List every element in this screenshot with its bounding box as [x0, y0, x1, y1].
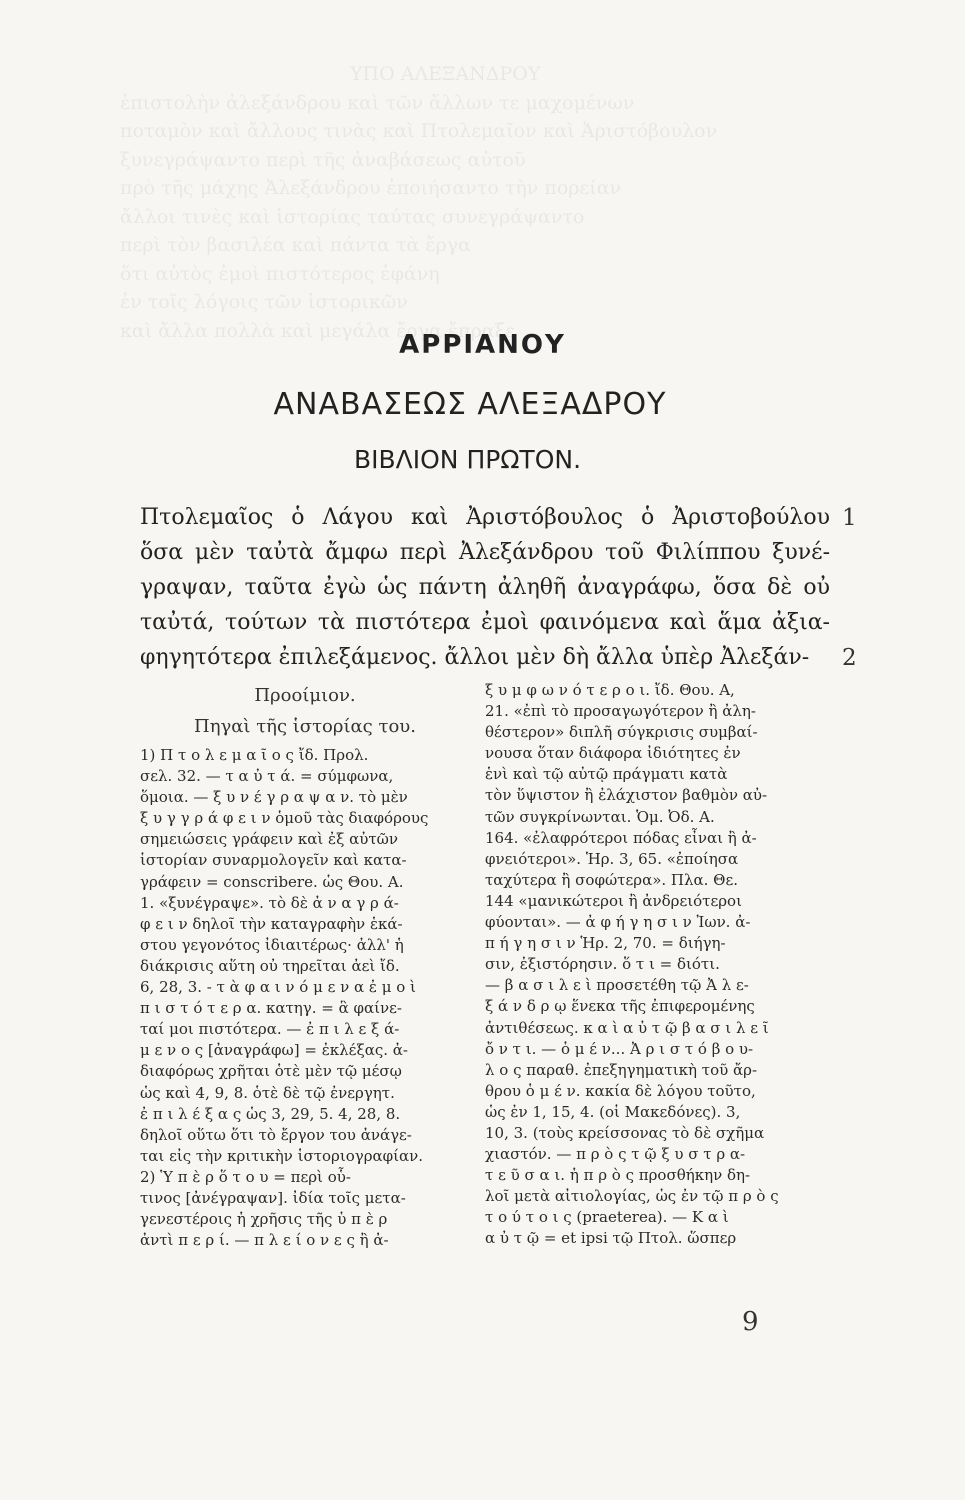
note-line: τὸν ὕψιστον ἢ ἐλάχιστον βαθμὸν αὐ-: [485, 786, 768, 805]
note-line: 10, 3. (τοὺς κρείσσονας τὸ δὲ σχῆμα: [485, 1123, 765, 1142]
note-line: — β α σ ι λ ε ὶ προσετέθη τῷ Ἀ λ ε-: [485, 976, 749, 995]
main-text-line: φηγητότερα ἐπιλεξάμενος. ἄλλοι μὲν δὴ ἄλλα ὑπὲρ Ἀλεξάν-: [140, 645, 810, 670]
section-number: 1: [842, 505, 857, 531]
note-line: π ι σ τ ό τ ε ρ α. κατηγ. = ἃ φαίνε-: [140, 999, 403, 1018]
note-line: 144 «μανικώτεροι ἢ ἀνδρειότεροι: [485, 891, 742, 910]
note-line: ἀντιθέσεως. κ α ὶ α ὐ τ ῷ β α σ ι λ ε ῖ: [485, 1018, 769, 1037]
note-line: 21. «ἐπὶ τὸ προσαγωγότερον ἢ ἀλη-: [485, 702, 756, 721]
note-line: στου γεγονότος ἰδιαιτέρως· ἀλλ' ἡ: [140, 935, 404, 954]
note-line: διαφόρως χρῆται ὁτὲ μὲν τῷ μέσῳ: [140, 1062, 402, 1081]
author-heading: ΑΡΡΙΑΝΟΥ: [399, 330, 566, 360]
note-line: θέστερον» διπλῆ σύγκρισις συμβαί-: [485, 723, 758, 742]
note-line: τ ο ύ τ ο ι ς (praeterea). — Κ α ὶ: [485, 1208, 729, 1227]
note-line: 6, 28, 3. - τ ὰ φ α ι ν ό μ ε ν α ἐ μ ο ὶ: [140, 978, 416, 997]
note-line: φνειότεροι». Ἡρ. 3, 65. «ἐποίησα: [485, 849, 739, 868]
note-line: 1) Π τ ο λ ε μ α ῖ ο ς ἴδ. Προλ.: [140, 746, 369, 764]
note-line: γενεστέροις ἡ χρῆσις τῆς ὑ π ὲ ρ: [140, 1210, 388, 1229]
note-line: φύονται». — ἀ φ ή γ η σ ι ν Ἰων. ἀ-: [485, 913, 751, 932]
commentary-heading: Προοίμιον.: [254, 685, 356, 706]
note-line: ἀντὶ π ε ρ ί. — π λ ε ί ο ν ε ς ἢ ἀ-: [140, 1231, 389, 1250]
work-title: ΑΝΑΒΑΣΕΩΣ ΑΛΕΞΑΔΡΟΥ: [273, 387, 667, 422]
main-text-line: Πτολεμαῖος ὁ Λάγου καὶ Ἀριστόβουλος ὁ Ἀριστοβούλου: [140, 505, 830, 530]
book-title: ΒΙΒΛΙΟΝ ΠΡΩΤΟΝ.: [353, 445, 582, 474]
note-line: ἐ π ι λ έ ξ α ς ὡς 3, 29, 5. 4, 28, 8.: [140, 1104, 401, 1123]
note-line: μ ε ν ο ς [ἀναγράφω] = ἐκλέξας. ἀ-: [140, 1041, 408, 1060]
note-line: νουσα ὅταν διάφορα ἰδιότητες ἐν: [485, 744, 741, 763]
note-line: ἱστορίαν συναρμολογεῖν καὶ κατα-: [140, 851, 407, 870]
note-line: τῶν συγκρίνωνται. Ὁμ. Ὀδ. Α.: [485, 807, 715, 826]
bleed-line: ἄλλοι τινὲς καὶ ἱστορίας ταύτας συνεγράψαντο: [120, 205, 585, 228]
note-line: ὡς ἐν 1, 15, 4. (οἱ Μακεδόνες). 3,: [485, 1102, 741, 1121]
note-line: διάκρισις αὕτη οὐ τηρεῖται ἀεὶ ἴδ.: [140, 956, 400, 975]
note-line: γράφειν = conscribere. ὡς Θου. Α.: [140, 872, 404, 891]
note-line: α ὐ τ ῷ = et ipsi τῷ Πτολ. ὥσπερ: [485, 1229, 737, 1248]
bleed-line: περὶ τὸν βασιλέα καὶ πάντα τὰ ἔργα: [120, 234, 471, 256]
note-line: σιν, ἐξιστόρησιν. ὅ τ ι = διότι.: [485, 955, 720, 974]
note-line: ξ υ μ φ ω ν ό τ ε ρ ο ι. ἴδ. Θου. Α,: [485, 681, 735, 699]
bleed-line: ξυνεγράψαντο περὶ τῆς ἀναβάσεως αὐτοῦ: [120, 148, 526, 171]
note-line: σελ. 32. — τ α ὐ τ ά. = σύμφωνα,: [140, 767, 394, 786]
main-text-line: ταὐτά, τούτων τὰ πιστότερα ἐμοὶ φαινόμενα καὶ ἅμα ἀξια-: [140, 610, 830, 635]
note-line: ὡς καὶ 4, 9, 8. ὁτὲ δὲ τῷ ἐνεργητ.: [140, 1083, 395, 1102]
bleed-line: ποταμὸν καὶ ἄλλους τινὰς καὶ Πτολεμαῖον καὶ Ἀριστόβουλον: [120, 120, 718, 142]
bleed-line: ἐπιστολὴν ἀλεξάνδρου καὶ τῶν ἄλλων τε μαχομένων: [120, 91, 635, 114]
note-line: σημειώσεις γράφειν καὶ ἐξ αὐτῶν: [140, 830, 399, 849]
note-line: ἑνὶ καὶ τῷ αὐτῷ πράγματι κατὰ: [485, 765, 728, 784]
bleed-line: πρὸ τῆς μάχης Ἀλεξάνδρου ἐποιήσαντο τὴν πορείαν: [120, 177, 622, 199]
note-line: ταχύτερα ἢ σοφώτερα». Πλα. Θε.: [485, 870, 739, 889]
note-line: 2) Ὑ π ὲ ρ ὅ τ ο υ = περὶ οὗ-: [140, 1167, 351, 1186]
main-text-line: γραψαν, ταῦτα ἐγὼ ὡς πάντη ἀληθῆ ἀναγράφω, ὅσα δὲ οὐ: [140, 575, 830, 600]
bleed-line: ὅτι αὐτὸς ἐμοὶ πιστότερος ἐφάνη: [120, 262, 440, 285]
section-number: 2: [842, 645, 857, 671]
note-line: λοῖ μετὰ αἰτιολογίας, ὡς ἐν τῷ π ρ ὸ ς: [485, 1187, 779, 1206]
commentary-subheading: Πηγαὶ τῆς ἱστορίας του.: [194, 716, 416, 737]
note-line: ταί μοι πιστότερα. — ἐ π ι λ ε ξ ά-: [140, 1020, 400, 1039]
note-line: τ ε ῦ σ α ι. ἡ π ρ ὸ ς προσθήκην δη-: [485, 1166, 751, 1185]
note-line: θρου ὁ μ έ ν. κακία δὲ λόγου τοῦτο,: [485, 1081, 756, 1100]
main-text-line: ὅσα μὲν ταὐτὰ ἄμφω περὶ Ἀλεξάνδρου τοῦ Φιλίππου ξυνέ-: [140, 540, 830, 565]
note-line: 1. «ξυνέγραψε». τὸ δὲ ἀ ν α γ ρ ά-: [140, 893, 399, 912]
note-line: ξ υ γ γ ρ ά φ ε ι ν ὁμοῦ τὰς διαφόρους: [140, 809, 429, 828]
bleed-line: ΥΠΟ ΑΛΕΞΑΝΔΡΟΥ: [350, 63, 541, 85]
page-number: 9: [742, 1307, 759, 1337]
main-text: [140, 500, 830, 675]
note-line: φ ε ι ν δηλοῖ τὴν καταγραφὴν ἑκά-: [140, 914, 403, 933]
note-line: ται εἰς τὴν κριτικὴν ἱστοριογραφίαν.: [140, 1146, 424, 1165]
note-line: 164. «ἐλαφρότεροι πόδας εἶναι ἢ ἀ-: [485, 828, 757, 847]
bleed-line: καὶ ἄλλα πολλὰ καὶ μεγάλα ἔργα ἔπραξε: [120, 319, 515, 342]
note-line: λ ο ς παραθ. ἐπεξηγηματικὴ τοῦ ἄρ-: [485, 1060, 758, 1079]
note-line: δηλοῖ οὕτω ὅτι τὸ ἔργον του ἀνάγε-: [140, 1125, 412, 1144]
bleed-line: ἐν τοῖς λόγοις τῶν ἱστορικῶν: [120, 291, 408, 313]
commentary-left-column: [140, 745, 465, 1251]
note-line: χιαστόν. — π ρ ὸ ς τ ῷ ξ υ σ τ ρ α-: [485, 1145, 746, 1164]
note-line: π ή γ η σ ι ν Ἡρ. 2, 70. = διήγη-: [485, 934, 726, 953]
note-line: ὅμοια. — ξ υ ν έ γ ρ α ψ α ν. τὸ μὲν: [140, 788, 408, 807]
commentary-right-column: [485, 680, 810, 1250]
note-line: τινος [ἀνέγραψαν]. ἰδία τοῖς μετα-: [140, 1188, 406, 1207]
note-line: ξ ά ν δ ρ ῳ ἕνεκα τῆς ἐπιφερομένης: [485, 997, 755, 1016]
bleed-through-text: [120, 60, 820, 345]
note-line: ὄ ν τ ι. — ὁ μ έ ν... Ἀ ρ ι σ τ ό β ο υ-: [485, 1039, 754, 1058]
